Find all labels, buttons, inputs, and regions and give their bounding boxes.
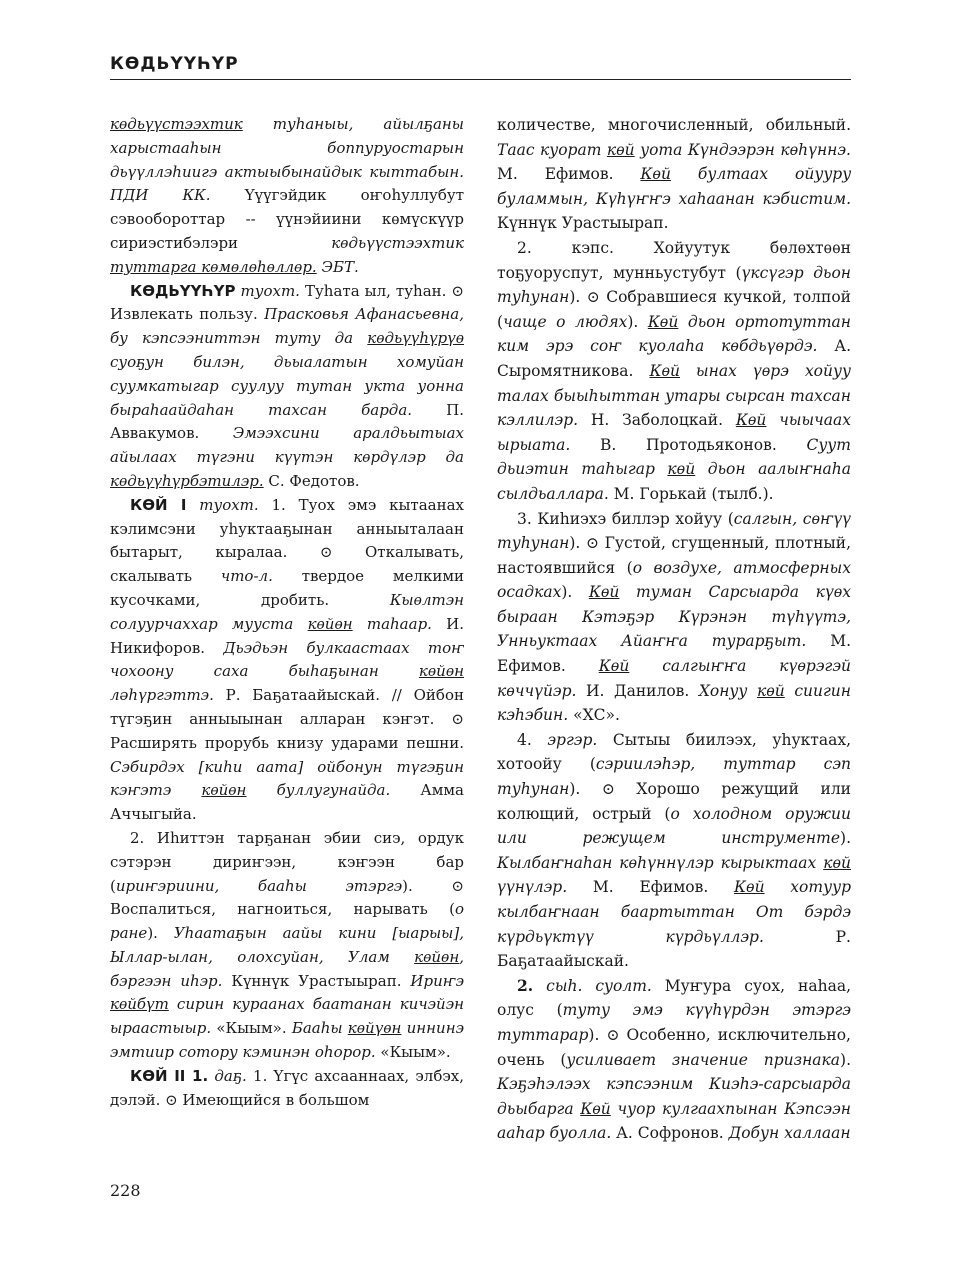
left-column	[110, 113, 464, 1112]
header-title: КӨДЬҮҮҺҮР	[110, 54, 239, 74]
page-number: 228	[110, 1181, 141, 1200]
entry-koy-2-sense-3: 3. Киһиэхэ биллэр хойуу (салгын, сѳҥүү туһунан). ⊙ Густой, сгущенный, плотный, настоявшийся (о воздухе, атмосферных осадках). Кѳй туман Сарсыарда күѳх быраан Кэтэҕэр Күрэнэн түһүүтэ, Унньуктаах Айаҥҥа турарҕыт. М. Ефимов. Кѳй салгыҥҥа күѳрэгэй кѳччүйэр. И. Данилов. Хонуу кѳй сиигин кэһэбин. «ХС».	[497, 509, 852, 725]
entry-koy-1-sense-2: 2. Иһиттэн тарҕанан эбии сиэ, ордук сэтэрэн дириҥээн, кэҥээн бар (ириҥэриини, бааһы этэргэ). ⊙ Воспалиться, нагноиться, нарывать (о ране). Уһаатаҕын аайы кини [ыарыы], Ыллар-ылан, олохсуйан, Улам кѳйѳн, бэргээн иһэр. Күннүк Урастыырап. Ириҥэ кѳйбүт сирин кураанах баатанан кичэйэн ыраастыыр. «Кыым». Бааһы кѳйүѳн иннинэ эмтиир сотору кэминэн оһорор. «Кыым».	[110, 828, 464, 1062]
header-rule	[110, 79, 851, 80]
entry-koy-2-sense-1-continued: количестве, многочисленный, обильный. Таас куорат кѳй уота Күндээрэн кѳһүннэ. М. Ефимов. Кѳй бултаах ойуурy буламмын, Күһүҥҥэ хаһаанан кэбистим. Күннүк Урастыырап.	[497, 116, 851, 233]
entry-continuation: кѳдьүүстээхтик туһаныы, айылҕаны харыстааһын боппуруостарын дьүүллэһиигэ актыыбынайдык кыттабын. ПДИ КК. Үүүгэйдик оҥоһуллубут сэвообороттар -- үүнэйиини кѳмүскүүр сириэстибэлэри кѳдьүүстээхтик туттарга кѳмѳлѳһѳллѳр. ЭБТ.	[110, 115, 464, 276]
entry-koy-2-adverb: 2. сыһ. суолт. Муҥура суох, наһаа, олус (туту эмэ күүһүрдэн этэргэ туттарар). ⊙ Особенно, исключительно, очень (усиливает значение признака). Кэҕэһэлээх кэпсээним Киэһэ-сарсыарда дьыбарга Кѳй чуор кулгаахпынан Кэпсээн ааһар буолла. А. Софронов. Добун халлаан	[497, 975, 852, 1143]
running-header	[110, 54, 851, 74]
entry-koy-1: КӨЙ I туохт. 1. Туох эмэ кытаанах кэлимсэни уһуктааҕынан анныыталаан бытарыт, кыралаа. ⊙ Откалывать, скалывать что-л. твердое мелкими кусочками, дробить. Кыѳлтэн солуурчаххар мууста кѳйѳн таһаар. И. Никифоров. Дьэдьэн булкаастаах тоҥ чохоону саха быһаҕынан кѳйѳн ләһүргэттэ. Р. Баҕатаайыскай. // Ойбон түгэҕин анныыынан алларан кэҥэт. ⊙ Расширять прорубь книзу ударами пешни. Сэбирдэх [киһи аата] ойбонун түгэҕин кэҥэтэ кѳйѳн буллугунайда. Амма Аччыгыйа.	[110, 495, 464, 824]
entry-koy-2: КӨЙ II 1. даҕ. 1. Үгүс ахсааннаах, элбэх, дэлэй. ⊙ Имеющийся в большом	[110, 1066, 464, 1109]
right-column	[497, 113, 851, 1146]
entry-kodyuuhur: КӨДЬҮҮҺҮР туохт. Туһата ыл, туһан. ⊙ Извлекать пользу. Прасковья Афанасьевна, бу кэпсээниттэн туту да кѳдьүүһүрүѳ суоҕун билэн, дьыалатын хомуйан суумкатыгар суулуу тутан укта уонна быраһаайдаһан тахсан барда. П. Аввакумов. Эмээхсини аралдьытыах айылаах түгэни күүтэн кѳрдүлэр да кѳдьүүһүрбэтилэр. С. Федотов.	[110, 281, 464, 490]
entry-koy-2-sense-4: 4. эргэр. Сытыы биилээх, уһуктаах, хотоойу (сэриилэһэр, туттар сэп туһунан). ⊙ Хорошо режущий или колющий, острый (о холодном оружии или режущем инструменте). Кылбаҥнаһан кѳһүннүлэр кырыктаах кѳй үүнүлэр. М. Ефимов. Кѳй хотуур кылбаҥнаан баартыттан От бэрдэ күрдьүктүү күрдьүллэр. Р. Баҕатаайыскай.	[497, 730, 852, 971]
entry-koy-2-sense-2: 2. кэпс. Хойуутук бѳлѳхтѳѳн тоҕуоруспут, мунньустубут (үксүгэр дьон туһунан). ⊙ Собравшиеся кучкой, толпой (чаще о людях). Кѳй дьон ортотуттан ким эрэ соҥ куолаһа кѳбдьүѳрдэ. А. Сыромятникова. Кѳй ынах үѳрэ хойуу талах быыһыттан утары сырсан тахсан кэллилэр. Н. Заболоцкай. Кѳй чыычаах ырыата. В. Протодьяконов. Суут дьиэтин таһыгар кѳй дьон аалыҥнаһа сылдьаллара. М. Горькай (тылб.).	[497, 238, 852, 503]
